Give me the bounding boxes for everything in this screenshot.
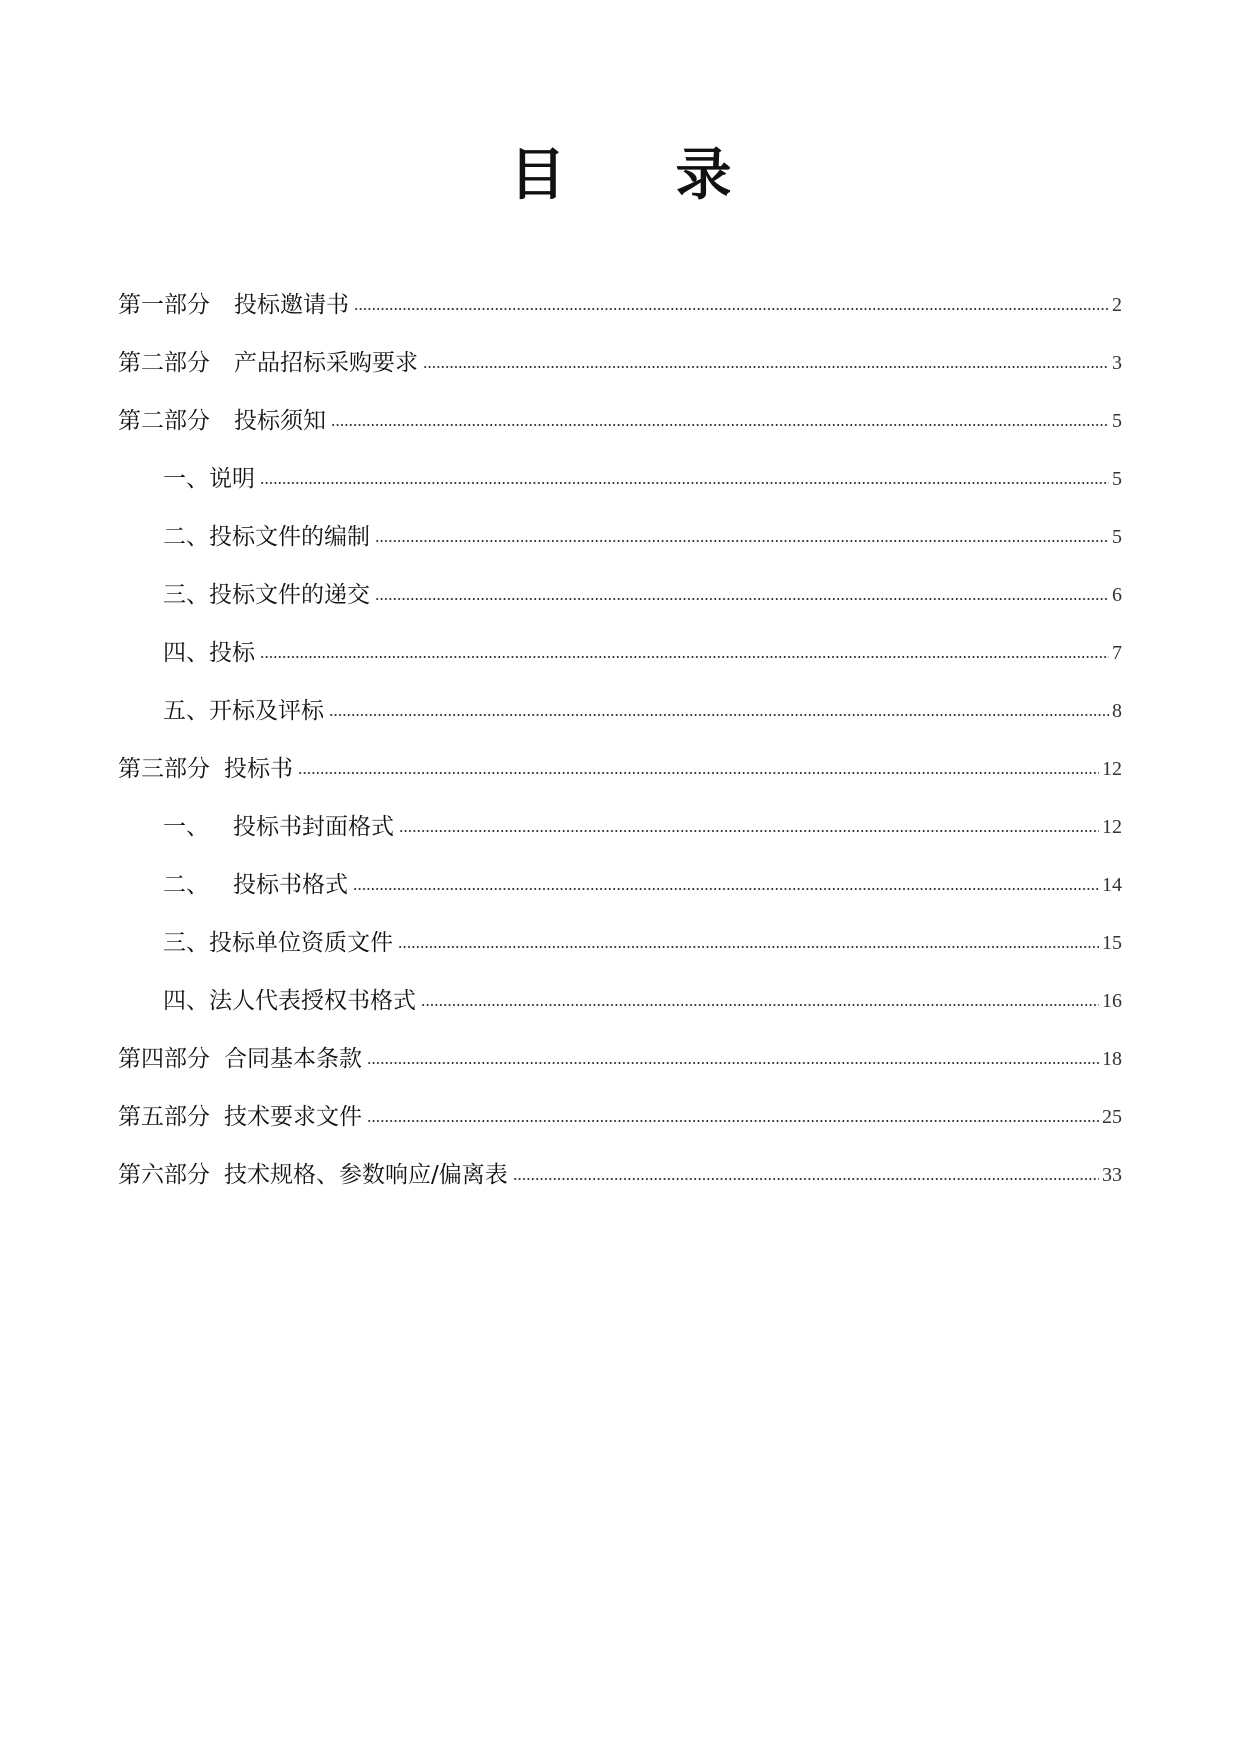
toc-entry-part-3[interactable] [118,744,1122,784]
toc-entry-opening-evaluation[interactable] [163,686,1122,726]
toc-page-number: 15 [1102,932,1122,954]
dot-leader [421,1001,1099,1009]
toc-entry-bid-submission[interactable] [163,570,1122,610]
toc-page-number: 3 [1112,352,1122,374]
dot-leader [298,769,1099,777]
toc-entry-cover-format[interactable] [163,802,1122,842]
toc-entry-label: 第五部分 技术要求文件 [118,1104,362,1130]
toc-entry-bid-format[interactable] [163,860,1122,900]
toc-entry-label: 第三部分 投标书 [118,756,293,782]
toc-page-number: 12 [1102,758,1122,780]
dot-leader [367,1117,1099,1125]
dot-leader [513,1175,1099,1183]
toc-page-number: 7 [1112,642,1122,664]
page-title [0,140,1241,210]
page-title-char-1: 目 [509,142,566,208]
toc-entry-label: 五、开标及评标 [163,698,324,724]
dot-leader [260,479,1109,487]
toc-entry-label: 二、投标文件的编制 [163,524,370,550]
toc-entry-bidding[interactable] [163,628,1122,668]
toc-entry-label: 二、 投标书格式 [163,872,348,898]
toc-page-number: 5 [1112,410,1122,432]
toc-entry-qualification[interactable] [163,918,1122,958]
toc-page-number: 33 [1102,1164,1122,1186]
page-title-char-2: 录 [675,142,732,208]
toc-entry-label: 一、 投标书封面格式 [163,814,394,840]
toc-entry-label: 一、说明 [163,466,255,492]
toc-entry-part-4[interactable] [118,1034,1122,1074]
toc-entry-part-6[interactable] [118,1150,1122,1190]
toc-entry-part-2-instructions[interactable] [118,396,1122,436]
toc-entry-part-1[interactable] [118,280,1122,320]
toc-entry-bid-preparation[interactable] [163,512,1122,552]
dot-leader [367,1059,1099,1067]
toc-page-number: 14 [1102,874,1122,896]
toc-page-number: 8 [1112,700,1122,722]
toc-entry-label: 四、法人代表授权书格式 [163,988,416,1014]
toc-entry-label: 第四部分 合同基本条款 [118,1046,362,1072]
dot-leader [399,827,1099,835]
toc-page-number: 2 [1112,294,1122,316]
dot-leader [329,711,1109,719]
toc-entry-label: 第六部分 技术规格、参数响应/偏离表 [118,1162,508,1188]
toc-page-number: 6 [1112,584,1122,606]
toc-entry-part-5[interactable] [118,1092,1122,1132]
dot-leader [354,305,1109,313]
dot-leader [260,653,1109,661]
toc-entry-part-2[interactable] [118,338,1122,378]
toc-page-number: 16 [1102,990,1122,1012]
toc-entry-explanation[interactable] [163,454,1122,494]
toc-entry-label: 四、投标 [163,640,255,666]
toc-page-number: 12 [1102,816,1122,838]
dot-leader [331,421,1109,429]
dot-leader [423,363,1109,371]
toc-page-number: 5 [1112,468,1122,490]
toc-page-number: 25 [1102,1106,1122,1128]
dot-leader [398,943,1099,951]
toc-entry-label: 三、投标单位资质文件 [163,930,393,956]
toc-entry-label: 第二部分 投标须知 [118,408,326,434]
dot-leader [375,595,1109,603]
dot-leader [353,885,1099,893]
toc-page-number: 5 [1112,526,1122,548]
toc-entry-authorization[interactable] [163,976,1122,1016]
dot-leader [375,537,1109,545]
toc-page-number: 18 [1102,1048,1122,1070]
toc-entry-label: 第二部分 产品招标采购要求 [118,350,418,376]
toc-entry-label: 三、投标文件的递交 [163,582,370,608]
toc-entry-label: 第一部分 投标邀请书 [118,292,349,318]
